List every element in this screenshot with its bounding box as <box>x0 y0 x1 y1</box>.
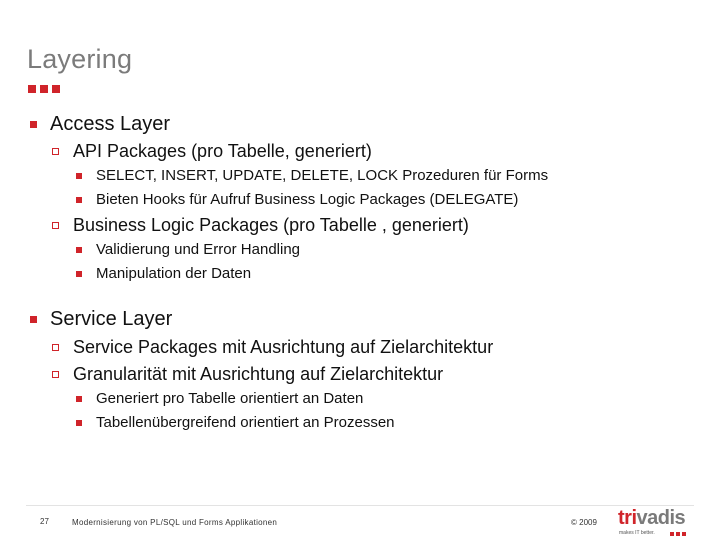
bullet-item: Business Logic Packages (pro Tabelle , generiert) <box>73 215 469 235</box>
slide-title: Layering <box>27 44 133 74</box>
logo-wordmark-red: tri <box>618 507 637 529</box>
accent-square <box>28 85 36 93</box>
logo-square <box>682 532 686 536</box>
bullet-square-icon <box>76 420 82 426</box>
bullet-item: Generiert pro Tabelle orientiert an Daten <box>96 390 364 407</box>
bullet-item: SELECT, INSERT, UPDATE, DELETE, LOCK Prozeduren für Forms <box>96 167 549 184</box>
accent-square <box>40 85 48 93</box>
bullet-square-icon <box>76 173 82 179</box>
bullet-item: Validierung und Error Handling <box>96 241 301 258</box>
bullet-square-icon <box>76 247 82 253</box>
page-number: 27 <box>40 517 49 526</box>
footer-divider <box>26 505 694 506</box>
trivadis-logo <box>618 508 696 538</box>
bullet-square-icon <box>76 396 82 402</box>
bullet-hollow-square-icon <box>52 371 59 378</box>
title-accent-squares <box>28 85 60 93</box>
bullet-item: Service Packages mit Ausrichtung auf Zielarchitektur <box>73 337 494 357</box>
bullet-item: Manipulation der Daten <box>96 265 252 282</box>
bullet-hollow-square-icon <box>52 222 59 229</box>
bullet-square-icon <box>30 316 37 323</box>
logo-tagline: makes IT better. <box>619 530 655 536</box>
bullet-square-icon <box>76 271 82 277</box>
bullet-item: Service Layer <box>50 308 173 330</box>
logo-squares <box>670 532 686 536</box>
logo-square <box>676 532 680 536</box>
accent-square <box>52 85 60 93</box>
logo-wordmark-gray: vadis <box>636 507 686 529</box>
bullet-hollow-square-icon <box>52 344 59 351</box>
bullet-item: Bieten Hooks für Aufruf Business Logic Packages (DELEGATE) <box>96 191 519 208</box>
bullet-item: Granularität mit Ausrichtung auf Zielarchitektur <box>73 364 444 384</box>
bullet-square-icon <box>30 121 37 128</box>
bullet-item: Tabellenübergreifend orientiert an Prozessen <box>96 414 395 431</box>
bullet-item: API Packages (pro Tabelle, generiert) <box>73 141 372 161</box>
copyright: © 2009 <box>571 518 597 527</box>
bullet-hollow-square-icon <box>52 148 59 155</box>
bullet-item: Access Layer <box>50 113 171 135</box>
footer-text: Modernisierung von PL/SQL und Forms Applikationen <box>72 518 278 527</box>
bullet-square-icon <box>76 197 82 203</box>
logo-wordmark <box>618 508 696 528</box>
logo-square <box>670 532 674 536</box>
